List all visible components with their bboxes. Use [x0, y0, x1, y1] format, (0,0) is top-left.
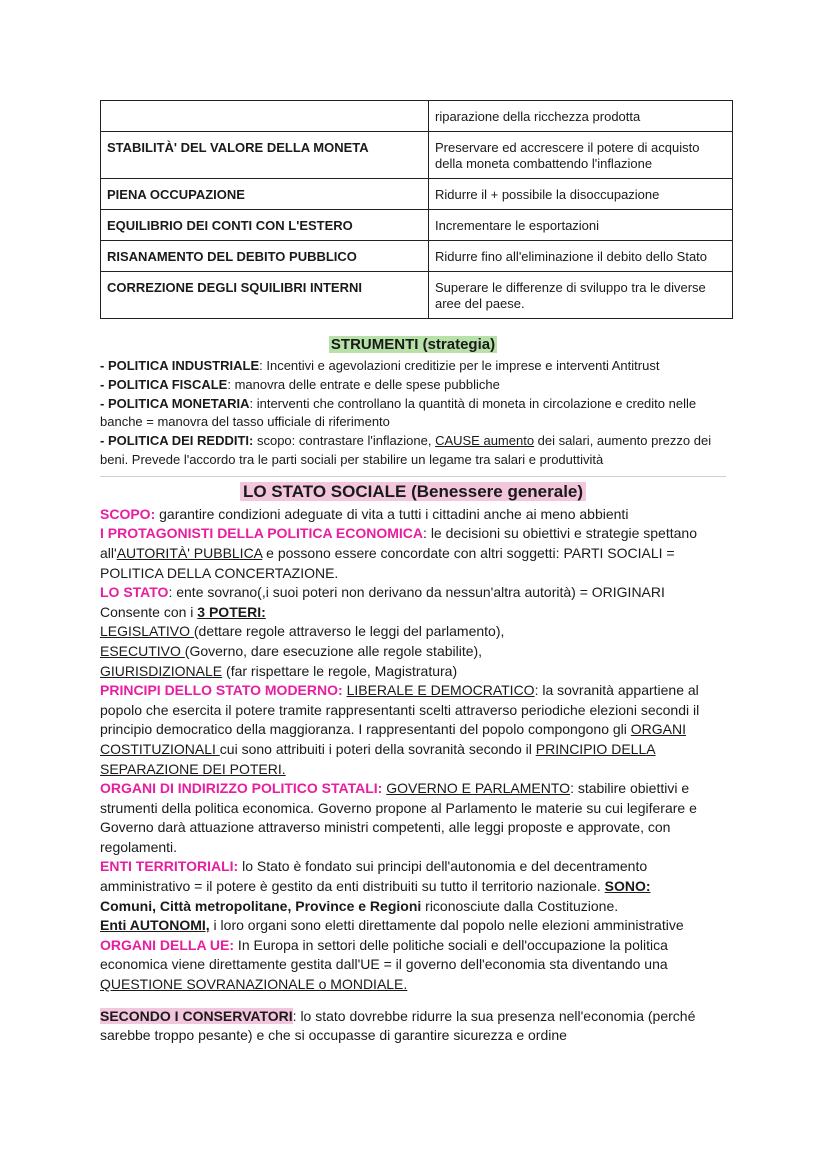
principi-underlined: LIBERALE E DEMOCRATICO — [346, 682, 535, 699]
principi-underlined: PRINCIPIO DELLA SEPARAZIONE DEI POTERI. — [100, 740, 656, 777]
stato-sociale-heading: LO STATO SOCIALE (Benessere generale) — [100, 481, 726, 503]
goals-table — [100, 100, 733, 319]
potere-name: GIURISDIZIONALE — [100, 662, 223, 679]
enti-autonomi: Enti AUTONOMI, — [100, 917, 210, 934]
spacer — [100, 995, 726, 1007]
ue-label: ORGANI DELLA UE: — [100, 936, 235, 953]
lo-stato-text: Consente con i — [100, 603, 198, 620]
scopo-label: SCOPO: — [100, 505, 156, 522]
conservatori-text: : lo stato dovrebbe ridurre la sua presenza nell'economia (perché sarebbe troppo pesante) e che si occupasse di garantire sicurezza e ordine — [100, 1007, 696, 1044]
organi-underlined: GOVERNO E PARLAMENTO — [386, 780, 571, 797]
potere-desc: (Governo, dare esecuzione alle regole stabilite), — [184, 642, 483, 659]
strumenti-list — [100, 357, 726, 470]
organi-label: ORGANI DI INDIRIZZO POLITICO STATALI: — [100, 780, 383, 797]
strumenti-heading: STRUMENTI (strategia) — [330, 336, 496, 353]
lo-stato-text: : ente sovrano(,i suoi poteri non derivano da nessun'altra autorità) = ORIGINARI — [168, 584, 665, 601]
poteri-heading: 3 POTERI: — [197, 603, 266, 620]
principi-text: : la sovranità appartiene al popolo che esercita il potere tramite rappresentanti scelti attraverso periodiche elezioni secondi il principio democratico della maggioranza. I rappresentanti del popolo compongono gli — [100, 682, 700, 738]
enti-list: Comuni, Città metropolitane, Province e Regioni — [100, 897, 422, 914]
lo-stato-label: LO STATO — [100, 584, 169, 601]
conservatori-label: SECONDO I CONSERVATORI — [100, 1007, 293, 1024]
principi-text: cui sono attribuiti i poteri della sovranità secondo il — [219, 740, 536, 757]
ue-underlined: QUESTIONE SOVRANAZIONALE o MONDIALE. — [100, 976, 408, 993]
objective-cell — [101, 101, 429, 132]
table-row — [101, 179, 733, 210]
table-row — [101, 272, 733, 319]
stato-sociale-body — [100, 505, 726, 995]
protagonisti-underlined: AUTORITÀ' PUBBLICA — [116, 544, 263, 561]
item-text: : manovra delle entrate e delle spese pubbliche — [227, 376, 500, 392]
protagonisti-text: e possono essere concordate con altri soggetti: PARTI SOCIALI = POLITICA DELLA CONCERTAZIONE. — [100, 544, 675, 581]
protagonisti-label: I PROTAGONISTI DELLA POLITICA ECONOMICA — [100, 525, 424, 542]
enti-text: i loro organi sono eletti direttamente dal popolo nelle elezioni amministrative — [209, 917, 684, 934]
objective-cell: PIENA OCCUPAZIONE — [101, 179, 429, 210]
item-text: scopo: contrastare l'inflazione, — [253, 433, 436, 449]
objective-cell: STABILITÀ' DEL VALORE DELLA MONETA — [101, 132, 429, 179]
enti-text: riconosciute dalla Costituzione. — [421, 897, 619, 914]
ue-text: In Europa in settori delle politiche sociali e dell'occupazione la politica economica viene direttamente gestita dall'UE = il governo dell'economia sta diventando una — [100, 936, 668, 973]
description-cell: Preservare ed accrescere il potere di acquisto della moneta combattendo l'inflazione — [429, 132, 733, 179]
conservatori-paragraph — [100, 1007, 726, 1046]
potere-name: ESECUTIVO — [100, 642, 185, 659]
description-cell: Ridurre il + possibile la disoccupazione — [429, 179, 733, 210]
description-cell: riparazione della ricchezza prodotta — [429, 101, 733, 132]
item-text: : Incentivi e agevolazioni creditizie per le imprese e interventi Antitrust — [259, 358, 660, 373]
objective-cell: EQUILIBRIO DEI CONTI CON L'ESTERO — [101, 210, 429, 241]
item-text: : interventi che controllano la quantità di moneta in circolazione e credito nelle banche = manovra del tasso ufficiale di riferimento — [100, 395, 697, 430]
description-cell: Ridurre fino all'eliminazione il debito dello Stato — [429, 241, 733, 272]
item-label: - POLITICA MONETARIA — [100, 395, 250, 411]
item-label: - POLITICA FISCALE — [100, 376, 228, 392]
enti-label: ENTI TERRITORIALI: — [100, 858, 239, 875]
divider — [100, 476, 726, 477]
protagonisti-text: : le decisioni su obiettivi e strategie spettano all' — [100, 525, 697, 561]
objective-cell: RISANAMENTO DEL DEBITO PUBBLICO — [101, 241, 429, 272]
description-cell: Superare le differenze di sviluppo tra le diverse aree del paese. — [429, 272, 733, 319]
potere-desc: (far rispettare le regole, Magistratura) — [222, 662, 458, 679]
principi-underlined: ORGANI COSTITUZIONALI — [100, 721, 687, 757]
description-cell: Incrementare le esportazioni — [429, 210, 733, 241]
organi-text: : stabilire obiettivi e strumenti della politica economica. Governo propone al Parlamento le materie su cui legiferare e Governo darà attuazione attraverso ministri competenti, alle leggi proposte e approvate, con regolamenti. — [100, 780, 697, 855]
potere-name: LEGISLATIVO — [100, 623, 194, 640]
scopo-text: garantire condizioni adeguate di vita a tutti i cittadini anche ai meno abbienti — [155, 505, 629, 522]
objective-cell: CORREZIONE DEGLI SQUILIBRI INTERNI — [101, 272, 429, 319]
item-label: - POLITICA DEI REDDITI: — [100, 433, 254, 449]
principi-label: PRINCIPI DELLO STATO MODERNO: — [100, 682, 343, 699]
table-row — [101, 132, 733, 179]
table-row — [101, 210, 733, 241]
enti-text: lo Stato è fondato sui principi dell'autonomia e del decentramento amministrativo = il potere è gestito da enti distribuiti su tutto il territorio nazionale. — [100, 858, 648, 895]
table-row — [101, 241, 733, 272]
item-label: - POLITICA INDUSTRIALE — [100, 358, 260, 373]
item-underlined: CAUSE aumento — [435, 433, 535, 449]
table-row — [101, 101, 733, 132]
item-text: dei salari, aumento prezzo dei beni. Prevede l'accordo tra le parti sociali per stabilire un legame tra salari e produttività — [100, 433, 712, 467]
enti-sono: SONO: — [604, 878, 651, 895]
potere-desc: (dettare regole attraverso le leggi del parlamento), — [193, 623, 505, 640]
notes-page — [100, 100, 726, 1046]
